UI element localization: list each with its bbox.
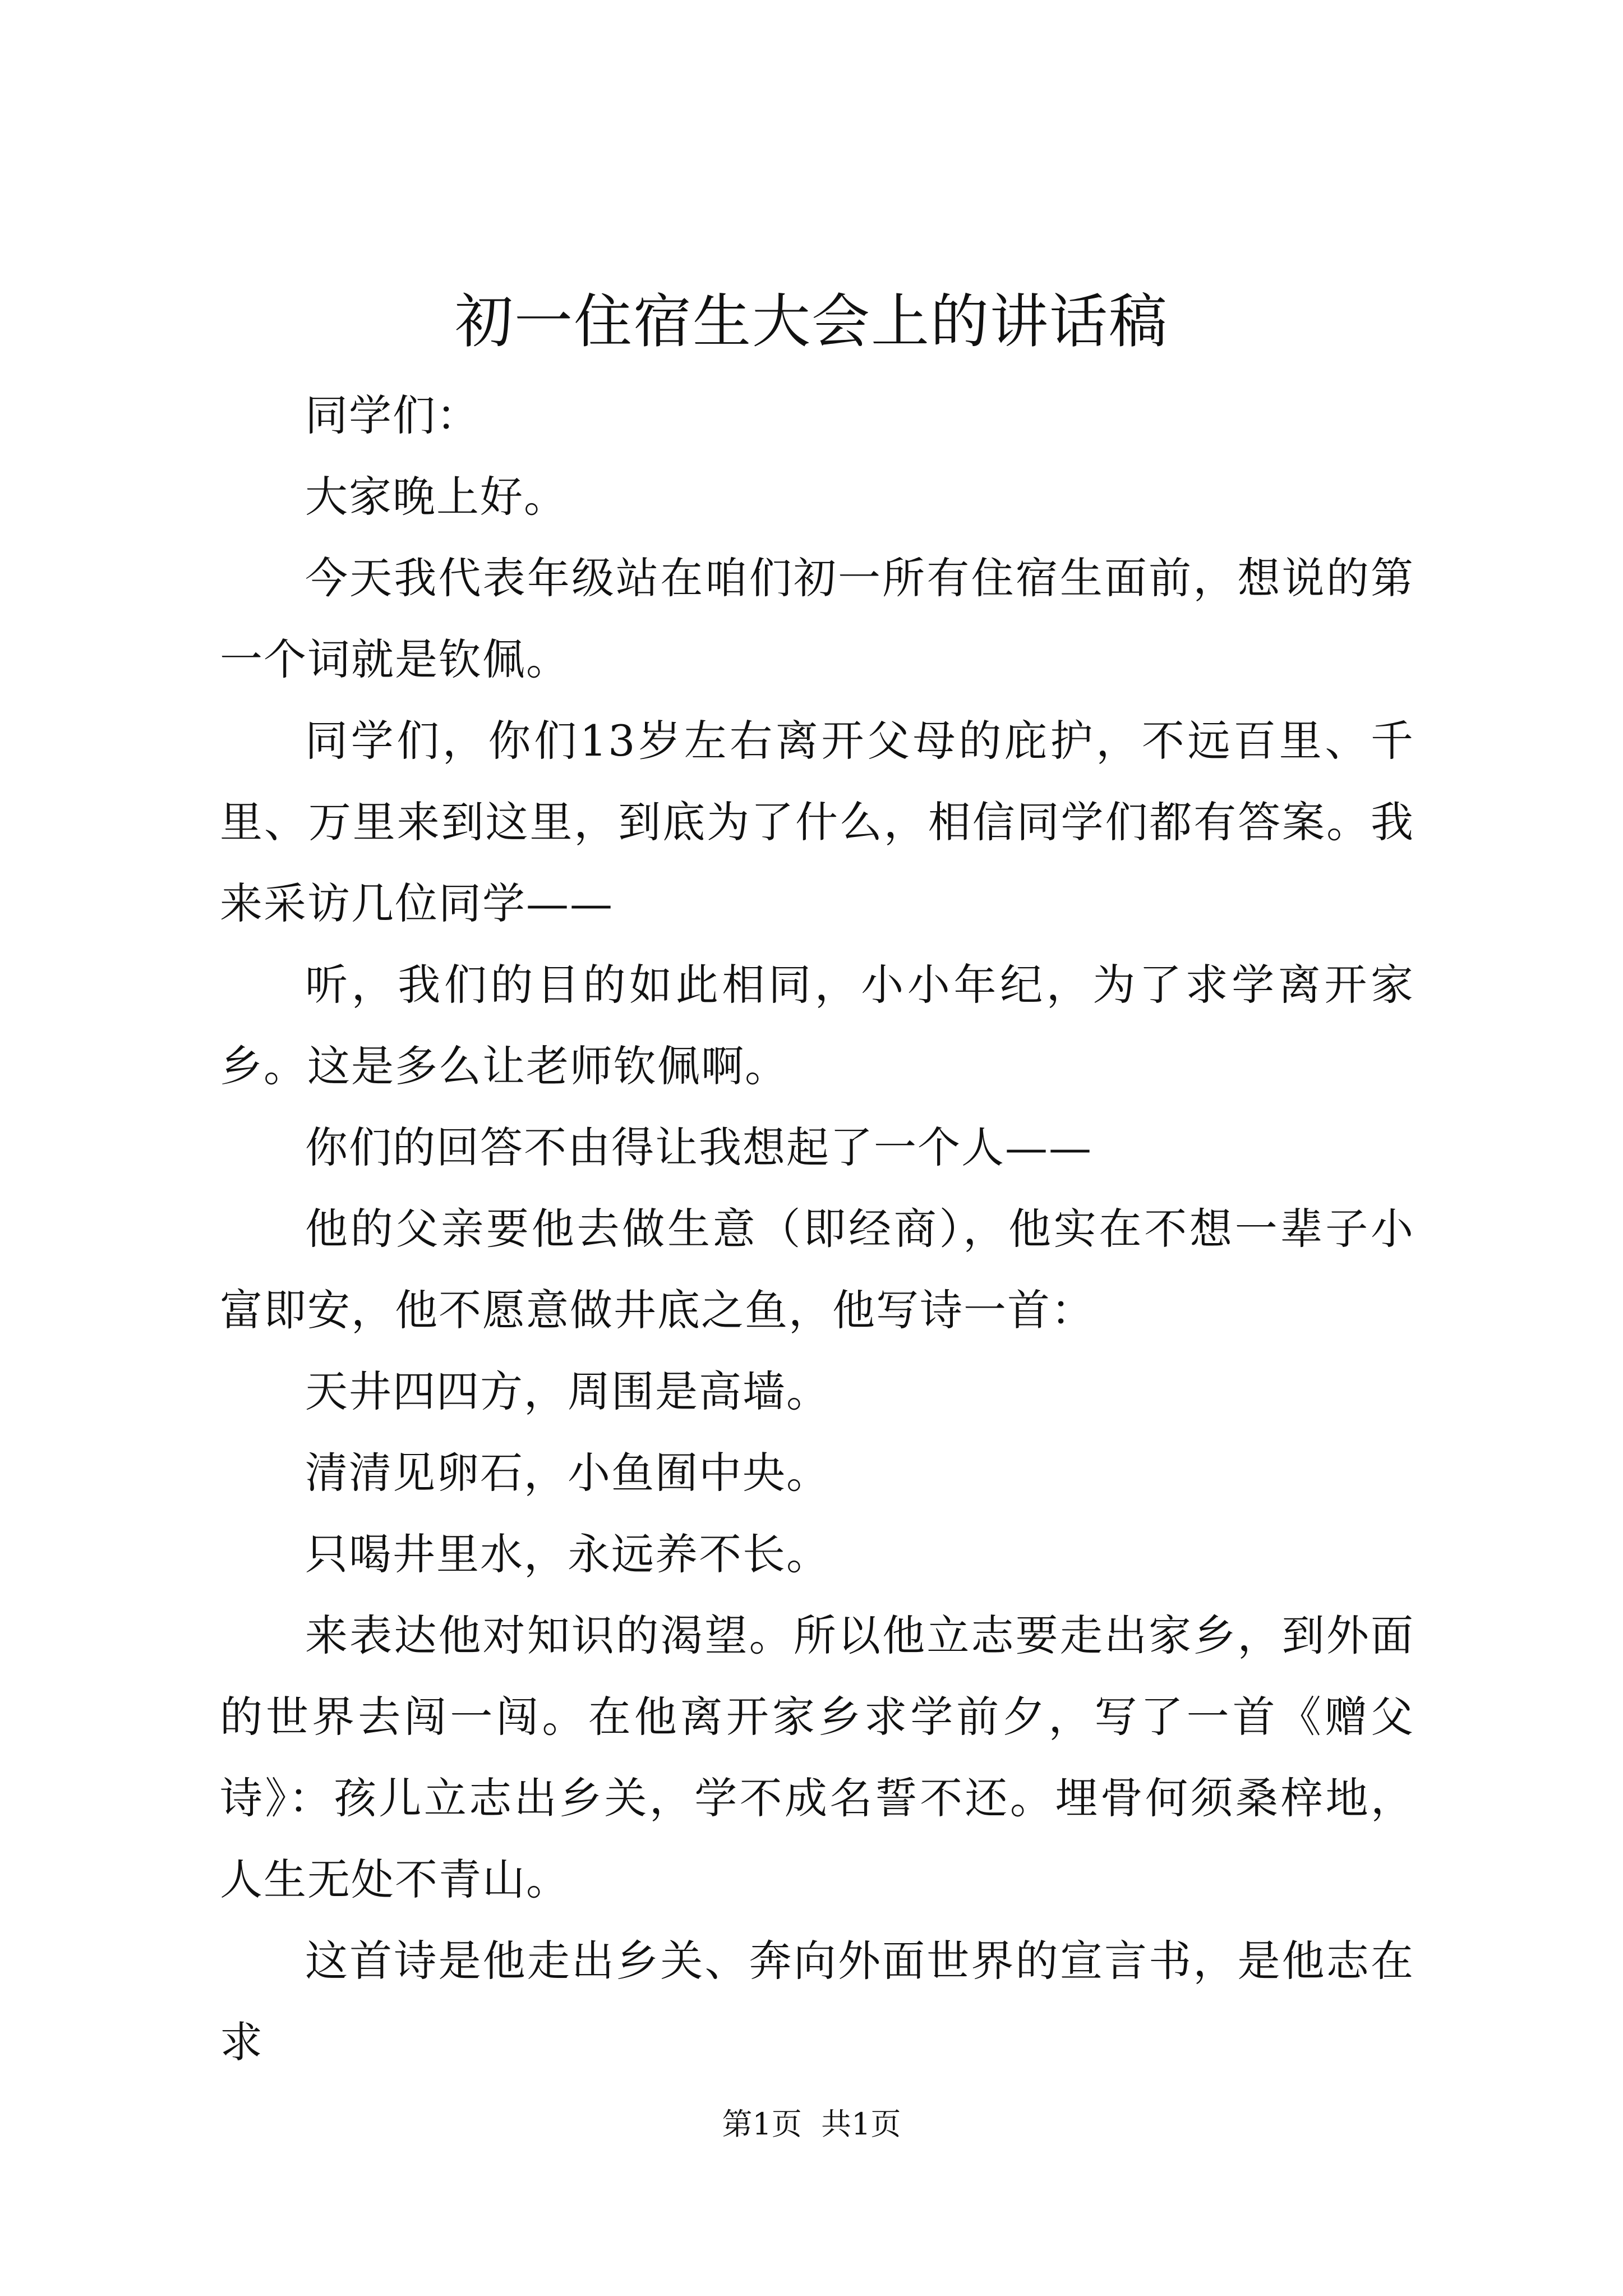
page-footer: [0, 2105, 1623, 2144]
paragraph-desire-knowledge: 来表达他对知识的渴望。所以他立志要走出家乡，到外面的世界去闯一闯。在他离开家乡求学前夕，写了一首《赠父诗》：孩儿立志出乡关，学不成名誓不还。埋骨何须桑梓地，人生无处不青山。: [220, 1611, 1414, 1904]
paragraph-reminds-person: 你们的回答不由得让我想起了一个人——: [305, 1122, 1092, 1172]
poem-line-1: 天井四四方，周围是高墙。: [305, 1366, 830, 1416]
page-title: 初一住宿生大会上的讲话稿: [454, 287, 1168, 356]
document-body: [220, 375, 1414, 2083]
paragraph-father-business: 他的父亲要他去做生意（即经商），他实在不想一辈子小富即安，他不愿意做井底之鱼，他写诗一首：: [220, 1204, 1414, 1335]
poem-line-2: 清清见卵石，小鱼囿中央。: [305, 1448, 830, 1498]
paragraph-greeting: 同学们：: [305, 390, 480, 440]
paragraph-leaving-home: 同学们，你们13岁左右离开父母的庇护，不远百里、千里、万里来到这里，到底为了什么，相信同学们都有答案。我来采访几位同学——: [220, 716, 1414, 928]
page-number: 第1页: [722, 2106, 802, 2142]
paragraph-same-goal: 听，我们的目的如此相同，小小年纪，为了求学离开家乡。这是多么让老师钦佩啊。: [220, 960, 1414, 1091]
page-total: 共1页: [821, 2106, 901, 2142]
paragraph-manifesto: 这首诗是他走出乡关、奔向外面世界的宣言书，是他志在求: [220, 1936, 1414, 2067]
poem-line-3: 只喝井里水，永远养不长。: [305, 1529, 830, 1579]
paragraph-admiration: 今天我代表年级站在咱们初一所有住宿生面前，想说的第一个词就是钦佩。: [220, 553, 1414, 684]
paragraph-good-evening: 大家晚上好。: [305, 472, 568, 522]
